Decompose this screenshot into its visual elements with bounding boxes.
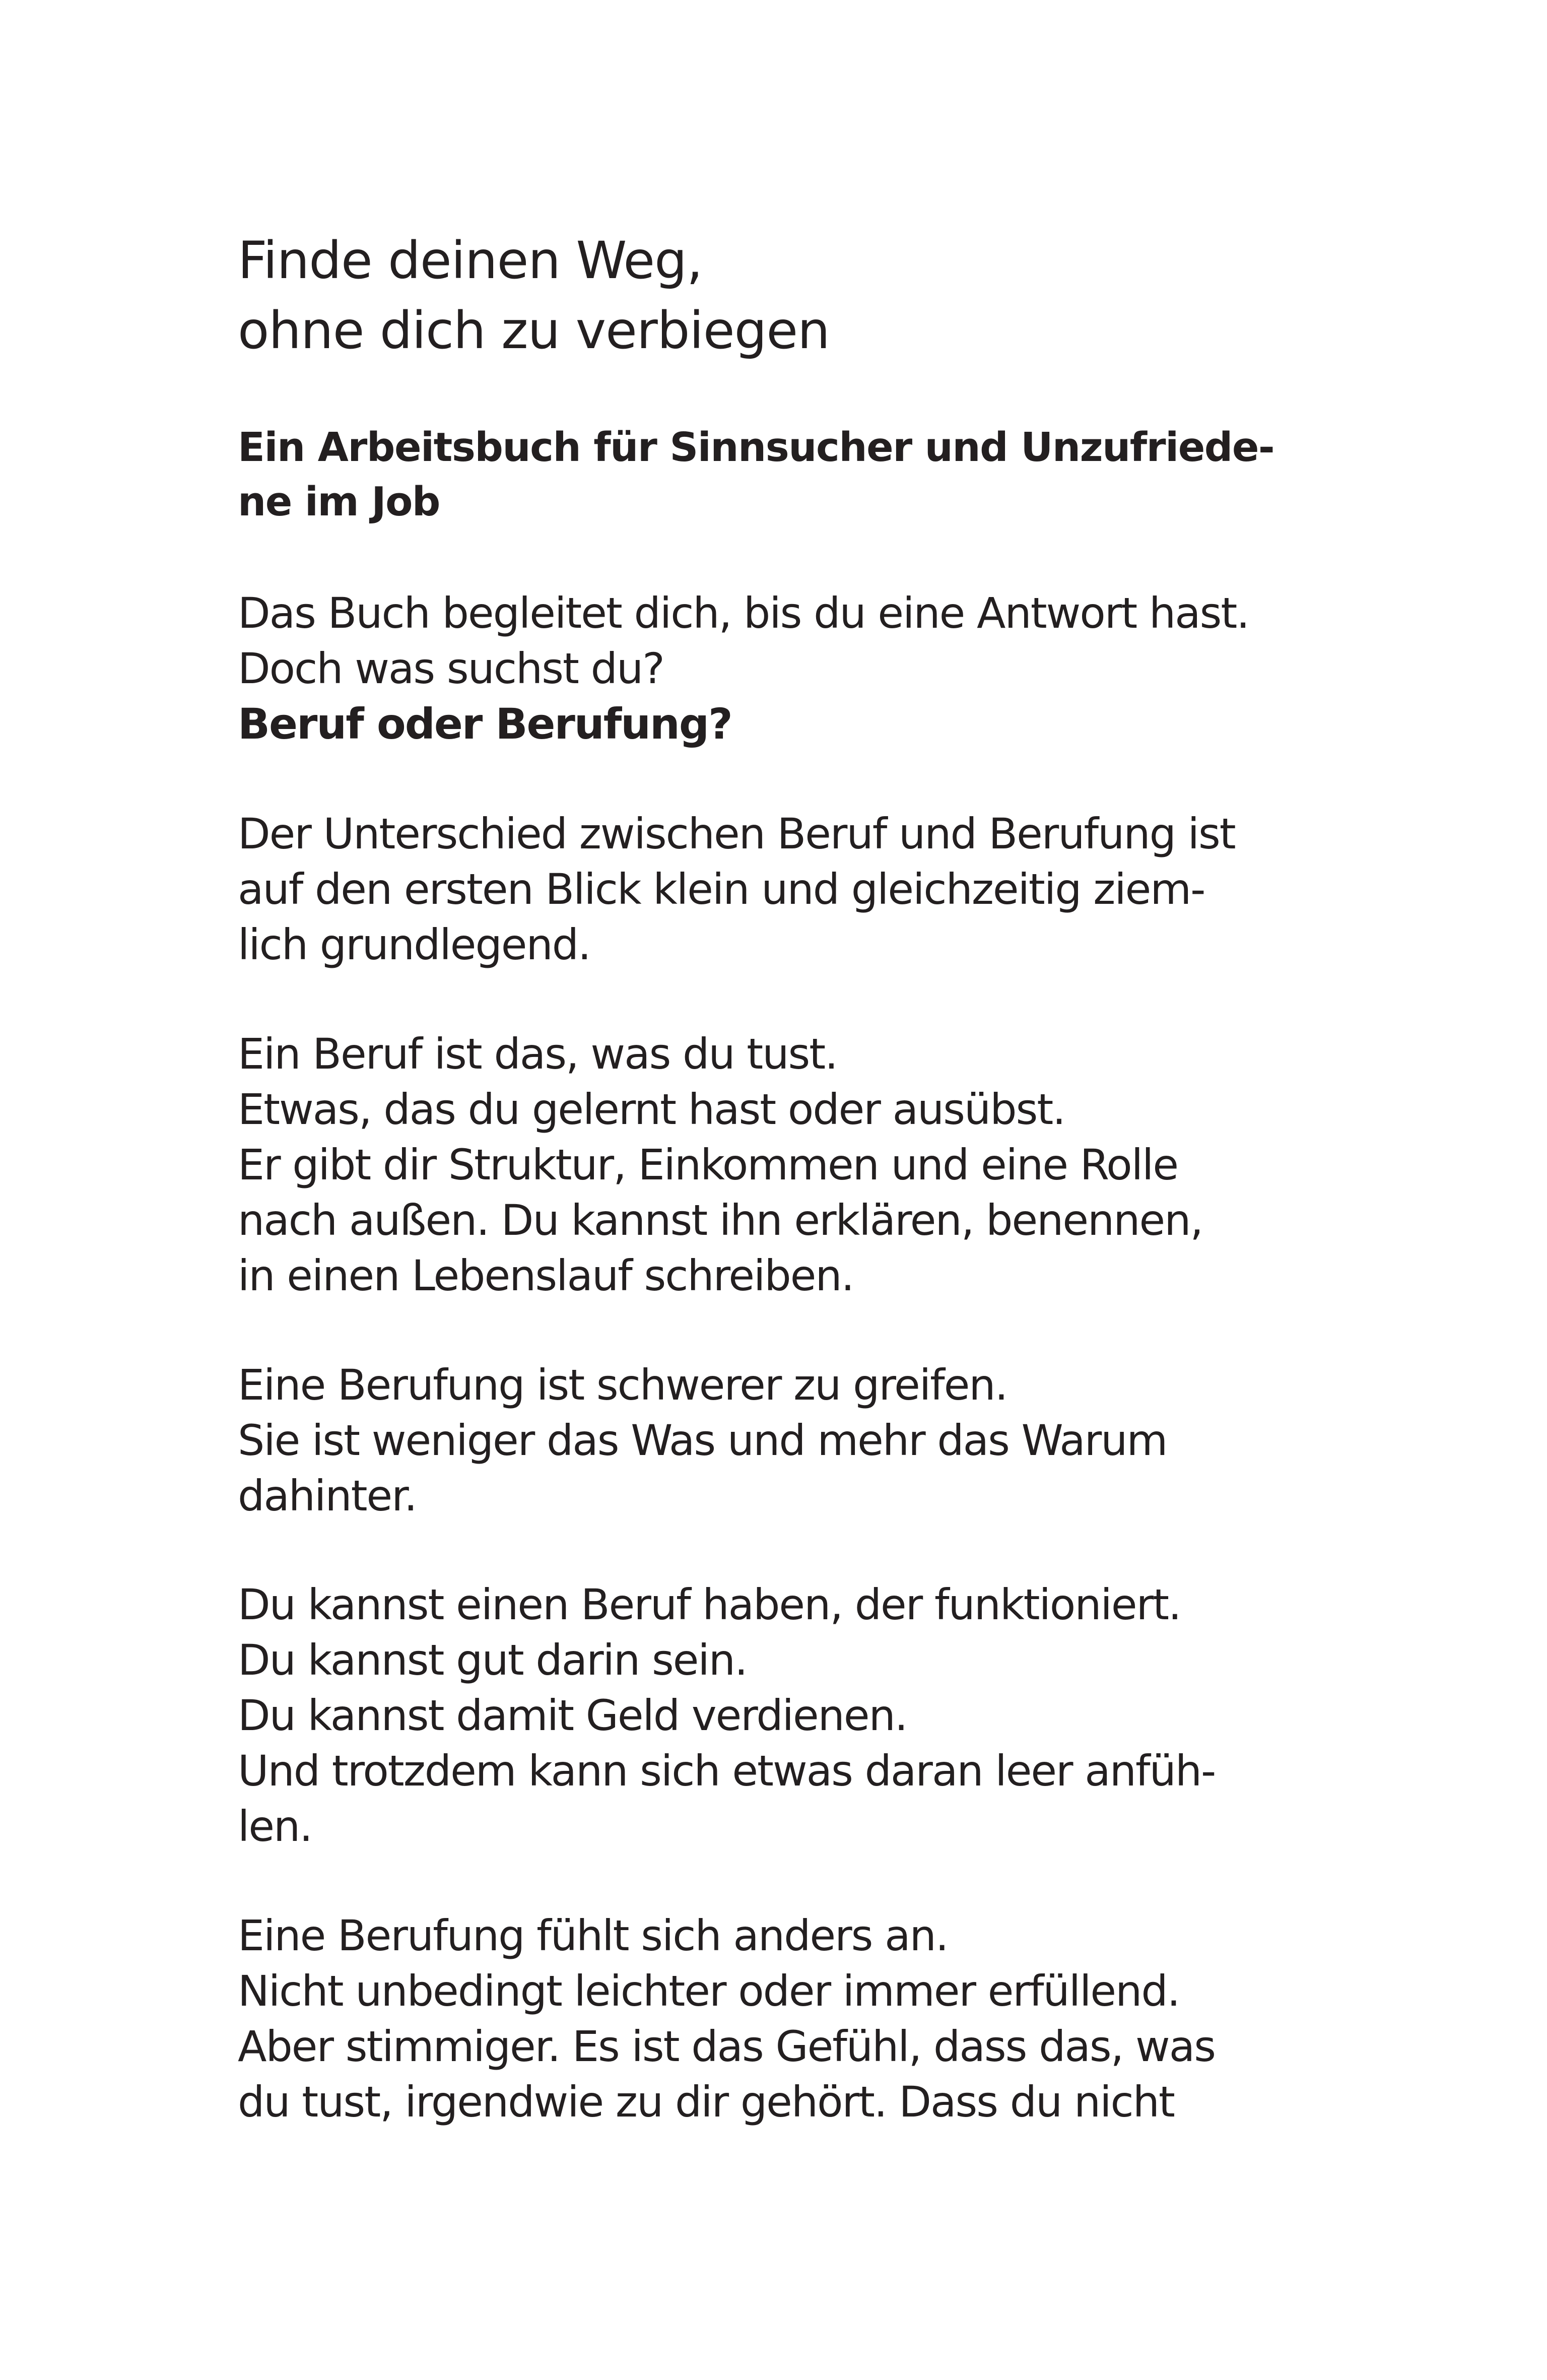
- paragraph-beruf: [238, 1026, 1202, 1303]
- page-title: [238, 226, 830, 366]
- text-line: Eine Berufung ist schwerer zu greifen.: [238, 1360, 1007, 1410]
- text-line: Du kannst einen Beruf haben, der funktioniert.: [238, 1580, 1181, 1629]
- text-line: Ein Beruf ist das, was du tust.: [238, 1029, 837, 1079]
- text-line: Er gibt dir Struktur, Einkommen und eine Rolle: [238, 1140, 1178, 1189]
- intro-question: Beruf oder Berufung?: [238, 699, 732, 749]
- subtitle-line: Ein Arbeitsbuch für Sinnsucher und Unzufriede-: [238, 424, 1274, 471]
- text-line: in einen Lebenslauf schreiben.: [238, 1251, 854, 1300]
- paragraph-leer: [238, 1577, 1215, 1854]
- text-line: nach außen. Du kannst ihn erklären, benennen,: [238, 1196, 1203, 1245]
- paragraph-difference: [238, 806, 1235, 972]
- text-line: Nicht unbedingt leichter oder immer erfüllend.: [238, 1966, 1180, 2016]
- text-line: Du kannst gut darin sein.: [238, 1635, 747, 1685]
- text-line: Aber stimmiger. Es ist das Gefühl, dass das, was: [238, 2022, 1215, 2071]
- text-line: Und trotzdem kann sich etwas daran leer anfüh-: [238, 1746, 1216, 1796]
- text-line: Sie ist weniger das Was und mehr das Warum: [238, 1416, 1167, 1465]
- title-line: ohne dich zu verbiegen: [238, 301, 830, 361]
- text-line: Du kannst damit Geld verdienen.: [238, 1691, 907, 1740]
- text-line: Etwas, das du gelernt hast oder ausübst.: [238, 1085, 1065, 1134]
- text-line: Doch was suchst du?: [238, 644, 664, 693]
- book-page: [238, 0, 1321, 2380]
- text-line: Das Buch begleitet dich, bis du eine Antwort hast.: [238, 588, 1249, 638]
- text-line: dahinter.: [238, 1471, 417, 1520]
- paragraph-berufung: [238, 1357, 1167, 1524]
- title-line: Finde deinen Weg,: [238, 231, 703, 291]
- text-line: Eine Berufung fühlt sich anders an.: [238, 1911, 948, 1960]
- text-line: len.: [238, 1802, 312, 1851]
- paragraph-stimmig: [238, 1908, 1215, 2130]
- text-line: du tust, irgendwie zu dir gehört. Dass du nicht: [238, 2077, 1174, 2127]
- subtitle-line: ne im Job: [238, 479, 440, 525]
- page-subtitle: [238, 420, 1274, 529]
- text-line: lich grundlegend.: [238, 920, 590, 969]
- text-line: auf den ersten Blick klein und gleichzeitig ziem-: [238, 865, 1205, 914]
- intro-paragraph: [238, 585, 1249, 752]
- text-line: Der Unterschied zwischen Beruf und Berufung ist: [238, 809, 1235, 858]
